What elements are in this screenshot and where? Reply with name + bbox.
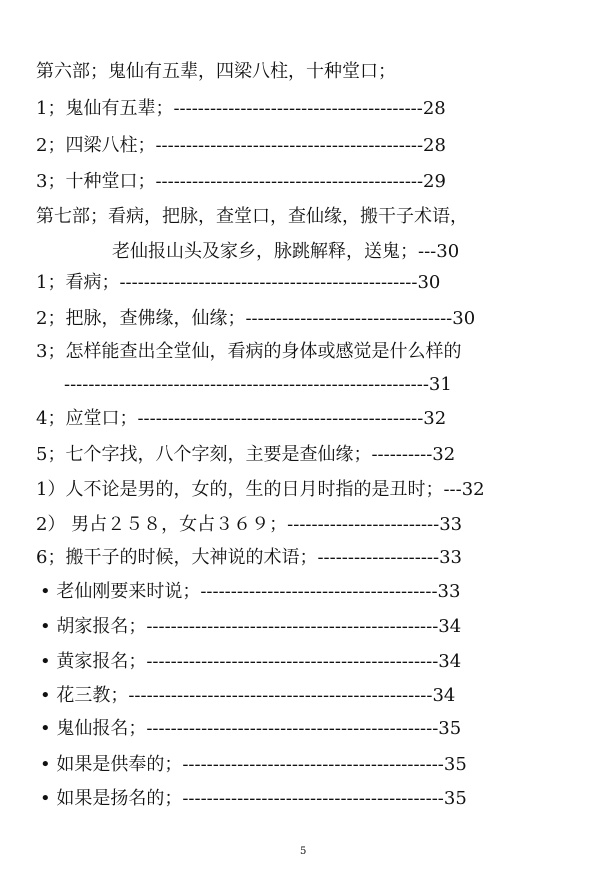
toc-entry: 1；鬼仙有五辈；-----------------------------------------28: [36, 98, 446, 119]
toc-entry: 2；把脉，查佛缘，仙缘；----------------------------------30: [36, 308, 476, 329]
toc-entry: 6；搬干子的时候，大神说的术语；--------------------33: [36, 547, 462, 568]
toc-entry: 2；四梁八柱；--------------------------------------------28: [36, 135, 446, 156]
toc-entry-continued: ------------------------------------------------------------31: [64, 374, 452, 395]
section-heading-7: 第七部；看病，把脉，查堂口，查仙缘，搬干子术语，: [36, 206, 468, 227]
toc-entry: 3；十种堂口；--------------------------------------------29: [36, 171, 446, 192]
toc-entry: 1）人不论是男的，女的，生的日月时指的是丑时；---32: [36, 479, 485, 500]
toc-entry: 5；七个字找，八个字刻，主要是查仙缘；----------32: [36, 444, 456, 465]
toc-entry: 2） 男占２５８，女占３６９；-------------------------33: [36, 514, 463, 535]
toc-bullet-entry: • 如果是供奉的；-------------------------------------------35: [40, 754, 467, 775]
toc-bullet-entry: • 黄家报名；------------------------------------------------34: [40, 651, 462, 672]
toc-entry: 4；应堂口；-----------------------------------------------32: [36, 408, 447, 429]
toc-bullet-entry: • 花三教；--------------------------------------------------34: [40, 685, 456, 706]
section-heading-7-continued: 老仙报山头及家乡，脉跳解释，送鬼；---30: [112, 241, 460, 262]
toc-entry: 3；怎样能查出全堂仙，看病的身体或感觉是什么样的: [36, 341, 462, 362]
toc-bullet-entry: • 如果是扬名的；-------------------------------------------35: [40, 788, 467, 809]
toc-bullet-entry: • 鬼仙报名；------------------------------------------------35: [40, 718, 462, 739]
toc-bullet-entry: • 胡家报名；------------------------------------------------34: [40, 616, 462, 637]
page-number: 5: [300, 846, 307, 857]
toc-entry: 1；看病；-------------------------------------------------30: [36, 272, 441, 293]
section-heading-6: 第六部；鬼仙有五辈，四梁八柱，十种堂口；: [36, 61, 396, 82]
toc-bullet-entry: • 老仙刚要来时说；---------------------------------------33: [40, 581, 461, 602]
